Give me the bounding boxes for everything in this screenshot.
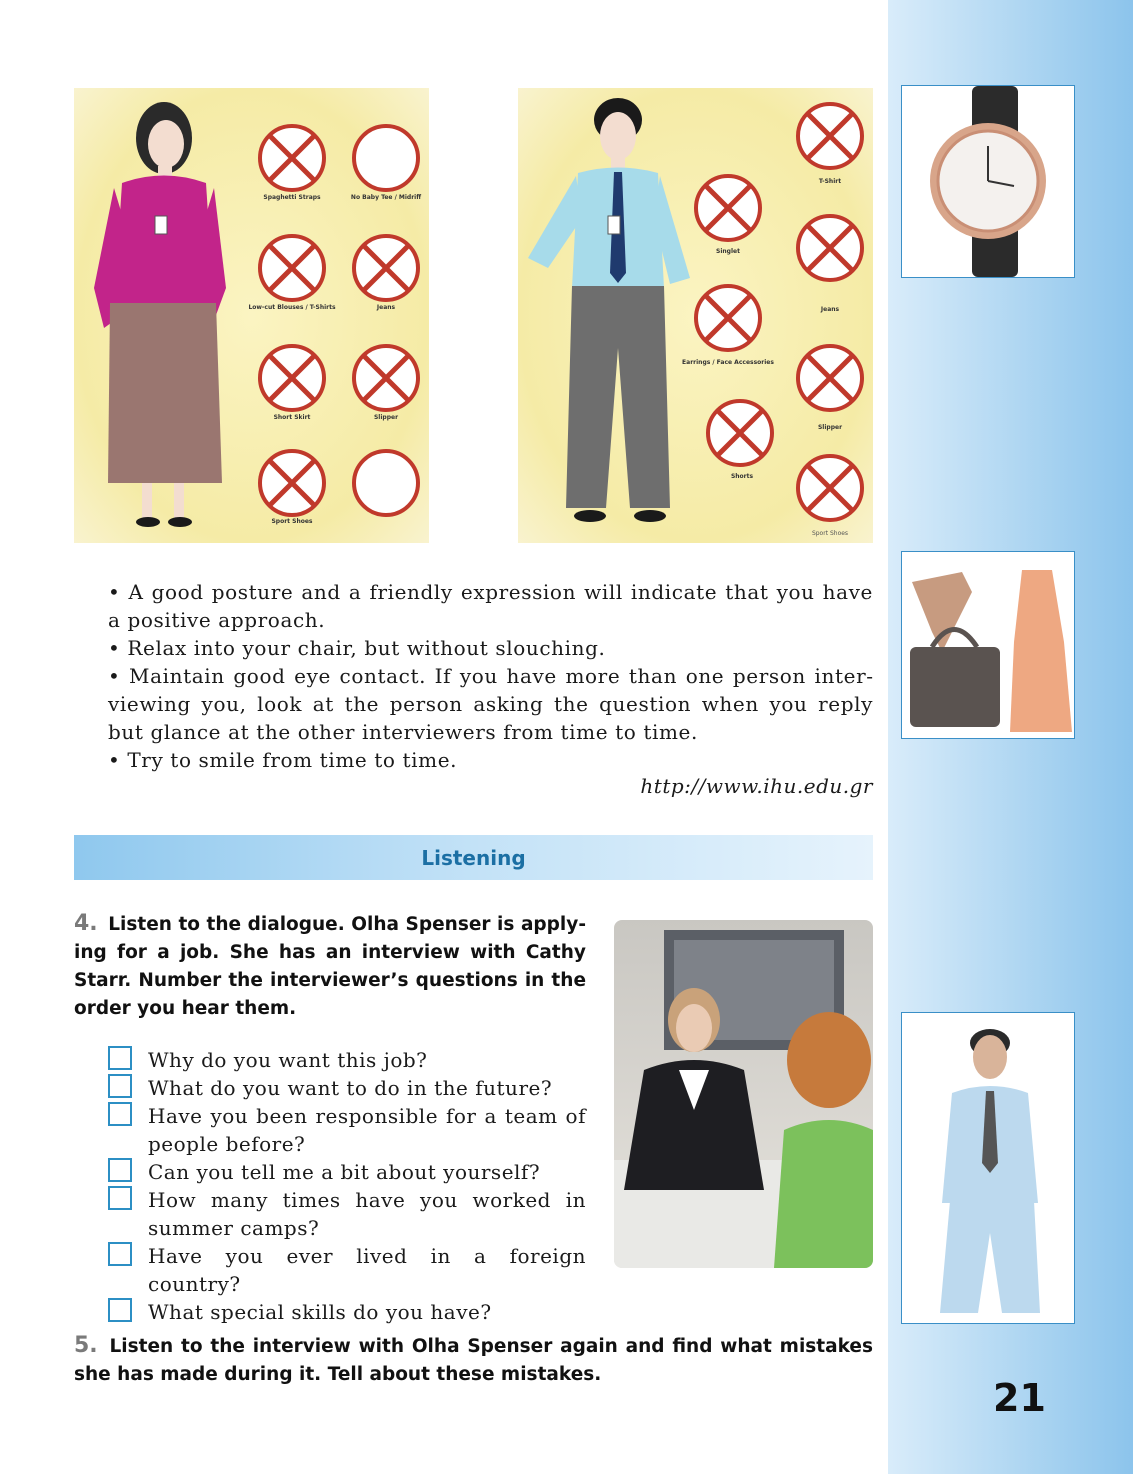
answer-checkbox[interactable]	[108, 1158, 132, 1182]
man-dress-code-illustration	[518, 88, 873, 543]
question-item	[108, 1102, 586, 1158]
page-number: 21	[993, 1376, 1046, 1420]
question-item	[108, 1074, 586, 1102]
question-text: What do you want to do in the future?	[148, 1076, 553, 1100]
answer-checkbox[interactable]	[108, 1074, 132, 1098]
label-slipper-man: Slipper	[817, 424, 843, 431]
source-link[interactable]: http://www.ihu.edu.gr	[640, 774, 873, 798]
question-text: What special skills do you have?	[148, 1300, 492, 1324]
answer-checkbox[interactable]	[108, 1102, 132, 1126]
question-text: Have you been responsible for a team of people before?	[148, 1104, 586, 1156]
woman-dress-code-illustration	[74, 88, 429, 543]
tip-eye-contact: • Maintain good eye contact. If you have more than one person interviewing you, look at the person asking the question when you reply but glance at the other interviewers from time to time.	[108, 664, 873, 744]
label-jeans-man: Jeans	[820, 306, 840, 313]
task-4-number: 4.	[74, 911, 98, 936]
label-slipper-woman: Slipper	[373, 414, 399, 421]
label-short-skirt: Short Skirt	[273, 414, 311, 421]
man-figure-image	[518, 88, 873, 543]
section-title: Listening	[421, 845, 526, 870]
answer-checkbox[interactable]	[108, 1186, 132, 1210]
shoes-bag-dress-photo	[901, 551, 1075, 739]
label-earrings: Earrings / Face Accessories	[682, 359, 774, 366]
label-sport-shoes-woman: Sport Shoes	[271, 518, 313, 525]
task-5-number: 5.	[74, 1333, 98, 1358]
question-item	[108, 1158, 586, 1186]
interviewer-questions-list	[108, 1046, 586, 1326]
answer-checkbox[interactable]	[108, 1242, 132, 1266]
question-item	[108, 1186, 586, 1242]
listening-section-header	[74, 835, 873, 880]
question-text: Can you tell me a bit about yourself?	[148, 1160, 541, 1184]
label-singlet: Singlet	[716, 248, 740, 255]
answer-checkbox[interactable]	[108, 1046, 132, 1070]
tip-relax: • Relax into your chair, but without slouching.	[108, 636, 606, 660]
label-t-shirt: T-Shirt	[818, 178, 842, 185]
question-text: Have you ever lived in a foreign country?	[148, 1244, 586, 1296]
label-shorts: Shorts	[730, 473, 754, 480]
label-sport-shoes-man: Sport Shoes	[811, 530, 849, 537]
label-no-baby-tee: No Baby Tee / Midriff	[350, 194, 422, 201]
question-item	[108, 1242, 586, 1298]
label-low-cut-blouses: Low-cut Blouses / T-Shirts	[248, 304, 336, 311]
task-4-text: Listen to the dialogue. Olha Spenser is applying for a job. She has an interview with Cathy Starr. Number the interviewer’s questions in the order you hear them.	[74, 914, 586, 1019]
task-5-instruction	[74, 1332, 873, 1389]
interview-tips-list	[108, 578, 873, 774]
question-item	[108, 1298, 586, 1326]
label-spaghetti-straps: Spaghetti Straps	[263, 194, 321, 201]
question-text: Why do you want this job?	[148, 1048, 428, 1072]
answer-checkbox[interactable]	[108, 1298, 132, 1322]
watch-photo	[901, 85, 1075, 278]
label-jeans-woman: Jeans	[376, 304, 396, 311]
man-in-suit-photo	[901, 1012, 1075, 1324]
woman-figure-image	[74, 88, 429, 543]
tip-posture: • A good posture and a friendly expression will indicate that you have a positive approach.	[108, 580, 873, 632]
question-text: How many times have you worked in summer camps?	[148, 1188, 586, 1240]
question-item	[108, 1046, 586, 1074]
interview-photo	[614, 920, 873, 1268]
task-5-text: Listen to the interview with Olha Spenser again and find what mistakes she has made during it. Tell about these mistakes.	[74, 1336, 873, 1385]
task-4-instruction	[74, 910, 586, 1023]
tip-smile: • Try to smile from time to time.	[108, 748, 458, 772]
